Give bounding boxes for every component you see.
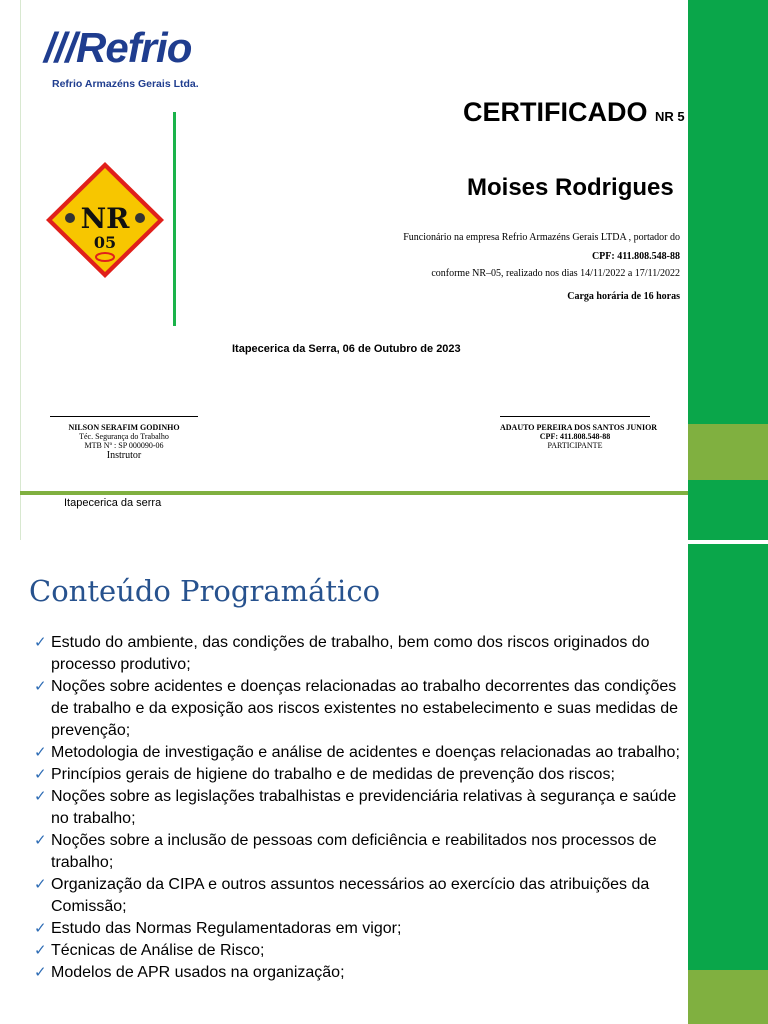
list-item: ✓ Noções sobre acidentes e doenças relacionadas ao trabalho decorrentes das condições de trabalho e da exposição aos riscos existentes no estabelecimento e suas medidas de prevenção; xyxy=(34,676,689,742)
olive-side-block xyxy=(688,970,768,1024)
participant-cpf: CPF: 411.808.548-88 xyxy=(539,432,611,441)
list-item: ✓ Organização da CIPA e outros assuntos necessários ao exercício das atribuições da Comissão; xyxy=(34,874,689,918)
certificate-title-suffix: NR 5 xyxy=(655,109,685,124)
sign-number: 05 xyxy=(93,233,117,252)
list-item: ✓ Estudo do ambiente, das condições de trabalho, bem como dos riscos originados do processo produtivo; xyxy=(34,632,689,676)
olive-side-block xyxy=(688,424,768,480)
logo-subtitle: Refrio Armazéns Gerais Ltda. xyxy=(52,78,199,90)
footer-place: Itapecerica da serra xyxy=(64,497,162,509)
instructor-signature xyxy=(50,416,198,461)
instructor-title: Téc. Segurança do Trabalho xyxy=(79,432,169,441)
employment-line: Funcionário na empresa Refrio Armazéns Gerais LTDA , portador do xyxy=(403,232,680,243)
certificate-title-text: CERTIFICADO xyxy=(463,97,648,127)
sign-code: NR xyxy=(80,202,130,235)
list-item: ✓ Metodologia de investigação e análise de acidentes e doenças relacionadas ao trabalho; xyxy=(34,742,689,764)
sign-bolt-right xyxy=(135,213,145,223)
list-item: ✓ Técnicas de Análise de Risco; xyxy=(34,940,689,962)
signature-line xyxy=(500,416,650,417)
vertical-divider xyxy=(173,112,176,326)
sign-bolt-left xyxy=(65,213,75,223)
list-item: ✓ Princípios gerais de higiene do trabalho e de medidas de prevenção dos riscos; xyxy=(34,764,689,786)
list-item: ✓ Noções sobre as legislações trabalhistas e previdenciária relativas à segurança e saúde no trabalho; xyxy=(34,786,689,830)
instructor-role: Instrutor xyxy=(106,450,142,461)
list-item: ✓ Estudo das Normas Regulamentadoras em vigor; xyxy=(34,918,689,940)
company-logo xyxy=(44,24,204,94)
topics-list xyxy=(34,632,689,984)
list-item: ✓ Modelos de APR usados na organização; xyxy=(34,962,689,984)
green-side-band xyxy=(688,544,768,1024)
certificate-title xyxy=(463,97,685,128)
participant-role: PARTICIPANTE xyxy=(547,441,603,450)
participant-name: ADAUTO PEREIRA DOS SANTOS JUNIOR xyxy=(500,423,658,432)
left-margin-rule xyxy=(0,0,21,540)
participant-signature xyxy=(500,416,658,450)
signature-line xyxy=(50,416,198,417)
list-item: ✓ Noções sobre a inclusão de pessoas com deficiência e reabilitados nos processos de trabalho; xyxy=(34,830,689,874)
instructor-registration: MTB Nº : SP 000090-06 xyxy=(84,441,164,450)
issue-place-date: Itapecerica da Serra, 06 de Outubro de 2023 xyxy=(232,343,461,355)
logo-wordmark: ///Refrio xyxy=(44,24,192,71)
nr05-warning-sign-icon xyxy=(44,160,166,280)
content-heading: Conteúdo Programático xyxy=(29,574,381,608)
footer-rule xyxy=(20,491,688,495)
instructor-name: NILSON SERAFIM GODINHO xyxy=(68,423,180,432)
course-dates-line: conforme NR–05, realizado nos dias 14/11/2022 a 17/11/2022 xyxy=(431,268,680,279)
workload-line: Carga horária de 16 horas xyxy=(567,291,680,302)
recipient-name: Moises Rodrigues xyxy=(467,174,674,201)
cpf-line: CPF: 411.808.548-88 xyxy=(591,251,680,262)
